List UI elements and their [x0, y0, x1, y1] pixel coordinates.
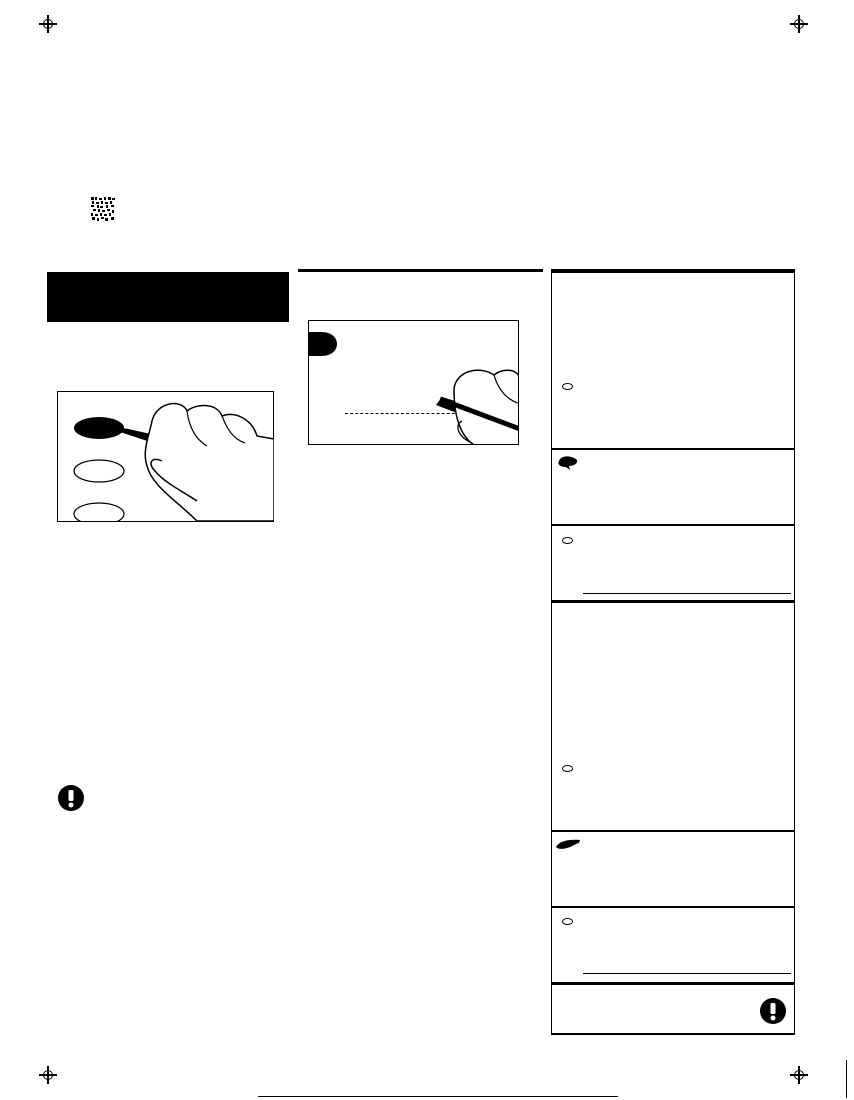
registration-mark-top-right — [790, 15, 808, 33]
marked-oval[interactable] — [555, 838, 581, 852]
row-divider — [551, 524, 795, 526]
contest-divider — [551, 600, 795, 603]
pen-hand-icon — [424, 359, 519, 445]
writein-example-box — [308, 320, 519, 445]
candidate-oval[interactable] — [562, 765, 573, 772]
contests-column — [551, 273, 795, 1035]
row-divider — [551, 448, 795, 450]
registration-mark-bottom-right — [790, 1066, 808, 1084]
writein-line[interactable] — [583, 973, 791, 974]
row-divider — [551, 906, 795, 908]
row-divider — [551, 830, 795, 832]
candidate-oval[interactable] — [562, 383, 573, 390]
oval-illustration — [57, 391, 274, 522]
column-rule — [298, 269, 543, 272]
warning-icon — [57, 784, 85, 812]
registration-mark-top-left — [39, 15, 57, 33]
writein-oval[interactable] — [562, 537, 573, 544]
writein-line[interactable] — [583, 593, 791, 594]
column-bottom-rule — [551, 1033, 795, 1035]
warning-icon — [759, 997, 787, 1025]
writein-oval[interactable] — [562, 918, 573, 925]
contest-divider — [551, 982, 795, 985]
bottom-edge-line — [258, 1096, 618, 1097]
marked-oval[interactable] — [557, 455, 579, 471]
qr-code-icon — [91, 197, 115, 221]
registration-mark-bottom-left — [39, 1066, 57, 1084]
instructions-header — [47, 272, 289, 322]
right-edge-line — [846, 1060, 847, 1098]
filled-oval-arrow-icon — [309, 331, 339, 357]
